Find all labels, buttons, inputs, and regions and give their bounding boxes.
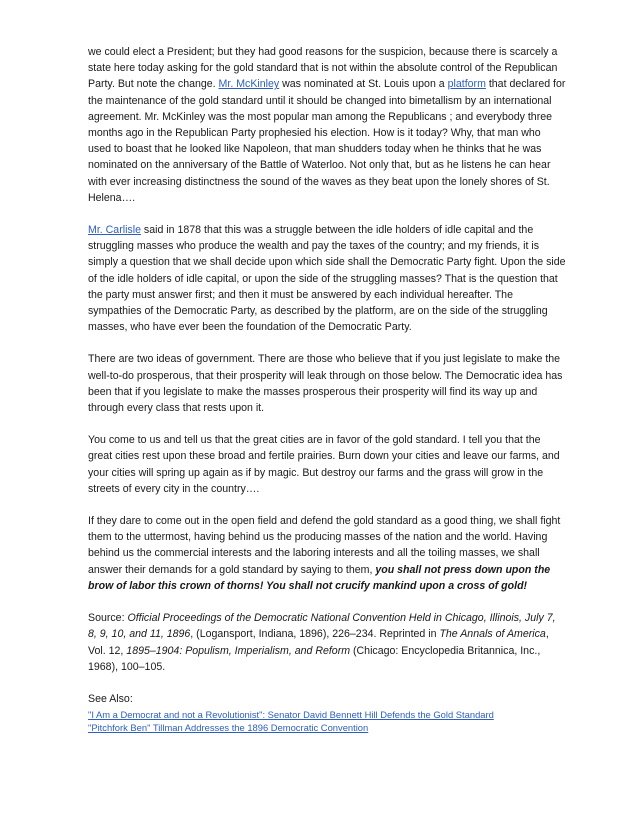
see-also-section <box>88 691 566 734</box>
text: said in 1878 that this was a struggle between the idle holders of idle capital and the struggling masses who produce the wealth and pay the taxes of the country; and my friends, it is simply a question that we shall decide upon which side shall the Democratic Party fight. Upon the side of the idle holders of idle capital, or upon the side of the struggling masses? That is the question that the party must answer first; and then it must be answered by each individual hereafter. The sympathies of the Democratic Party, as described by the platform, are on the side of the struggling masses, who have ever been the foundation of the Democratic Party. <box>88 224 566 334</box>
cross-of-gold-quote: you shall not press down upon the brow of labor this crown of thorns! You shall not crucify mankind upon a cross of gold! <box>88 563 551 592</box>
text: If they dare to come out in the open field and defend the gold standard as a good thing, we shall fight them to the uttermost, having behind us the producing masses of the nation and the world. Having behind us the commercial interests and the laboring interests and all the toiling masses, we shall answer their demands for a gold standard by saying to them, <box>88 515 561 576</box>
citation-title: Official Proceedings of the Democratic National Convention Held in Chicago, Illinois, July 7, 8, 9, 10, and 11, 1896 <box>88 612 556 641</box>
document-page <box>88 44 566 734</box>
source-citation <box>88 610 566 675</box>
paragraph-great-cities: You come to us and tell us that the great cities are in favor of the gold standard. I tell you that the great cities rest upon these broad and fertile prairies. Burn down your cities and leave our farms, and your cities will spring up again as if by magic. But destroy our farms and the grass will grow in the streets of every city in the country…. <box>88 434 560 495</box>
see-also-heading: See Also: <box>88 692 133 705</box>
mckinley-link[interactable]: Mr. McKinley <box>218 78 280 91</box>
paragraph-carlisle <box>88 222 566 335</box>
see-also-link-tillman[interactable]: "Pitchfork Ben" Tillman Addresses the 1896 Democratic Convention <box>88 722 369 734</box>
text: , Vol. 12, <box>88 628 549 657</box>
text: Source: <box>88 612 128 625</box>
paragraph-ideas-of-government: There are two ideas of government. There are those who believe that if you just legislate to make the well-to-do prosperous, that their prosperity will leak through on those below. The Democratic idea has been that if you legislate to make the masses prosperous their prosperity will find its way up and through every class that rests upon it. <box>88 353 563 415</box>
see-also-link-hill[interactable]: "I Am a Democrat and not a Revolutionist": Senator David Bennett Hill Defends the Gold Standard <box>88 709 494 721</box>
text: was nominated at St. Louis upon a <box>279 78 448 91</box>
text: we could elect a President; but they had good reasons for the suspicion, because there is scarcely a state here today asking for the gold standard that is not within the absolute control of the Republican Party. But note the change. <box>88 46 558 91</box>
citation-title: The Annals of America <box>439 628 546 641</box>
platform-link[interactable]: platform <box>447 78 486 91</box>
text: that declared for the maintenance of the gold standard until it should be changed into bimetallism by an international agreement. Mr. McKinley was the most popular man among the Republicans ; and everybody three months ago in the Republican Party prophesied his election. How is it today? Why, that man who used to boast that he looked like Napoleon, that man shudders today when he thinks that he was nominated on the anniversary of the Battle of Waterloo. Not only that, but as he listens he can hear with ever increasing distinctness the sound of the waves as they beat upon the lonely shores of St. Helena…. <box>88 78 566 204</box>
citation-title: 1895–1904: Populism, Imperialism, and Reform <box>126 644 351 657</box>
text: (Chicago: Encyclopedia Britannica, Inc., 1968), 100–105. <box>88 644 541 673</box>
text: , (Logansport, Indiana, 1896), 226–234. Reprinted in <box>190 628 440 641</box>
paragraph-mckinley <box>88 44 566 206</box>
paragraph-cross-of-gold <box>88 513 566 594</box>
carlisle-link[interactable]: Mr. Carlisle <box>88 224 141 237</box>
